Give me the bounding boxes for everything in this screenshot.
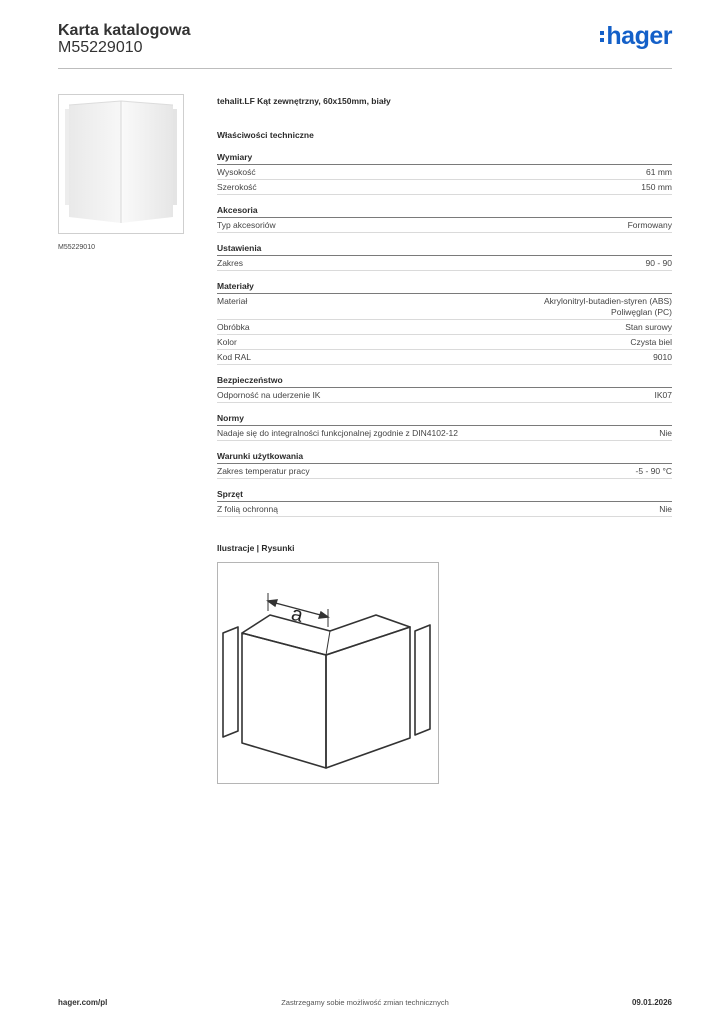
property-value bbox=[544, 296, 672, 318]
illustration-drawing bbox=[217, 562, 439, 784]
property-label: Wysokość bbox=[217, 167, 256, 177]
group-title: Akcesoria bbox=[217, 205, 672, 218]
property-label: Nadaje się do integralności funkcjonalnej zgodnie z DIN4102-12 bbox=[217, 428, 458, 438]
property-row bbox=[217, 335, 672, 350]
property-value-line: Formowany bbox=[627, 220, 672, 230]
property-row bbox=[217, 350, 672, 365]
property-group bbox=[217, 281, 672, 365]
property-value-line: Poliwęglan (PC) bbox=[611, 307, 672, 317]
property-value bbox=[646, 167, 672, 178]
group-title: Wymiary bbox=[217, 152, 672, 165]
logo-text: hager bbox=[606, 22, 672, 50]
technical-properties bbox=[217, 96, 672, 517]
product-title: tehalit.LF Kąt zewnętrzny, 60x150mm, biały bbox=[217, 96, 391, 106]
property-group bbox=[217, 489, 672, 517]
hager-logo bbox=[600, 24, 672, 49]
property-row bbox=[217, 218, 672, 233]
property-value bbox=[653, 352, 672, 363]
logo-dots-icon bbox=[600, 31, 604, 42]
property-group bbox=[217, 451, 672, 479]
property-value-line: 90 - 90 bbox=[645, 258, 672, 268]
property-value-line: Nie bbox=[659, 504, 672, 514]
property-label: Kolor bbox=[217, 337, 237, 347]
property-label: Zakres bbox=[217, 258, 243, 268]
property-label: Materiał bbox=[217, 296, 248, 306]
document-title: Karta katalogowa bbox=[58, 22, 191, 39]
property-value bbox=[659, 504, 672, 515]
property-group bbox=[217, 375, 672, 403]
properties-heading: Właściwości techniczne bbox=[217, 130, 314, 140]
property-label: Typ akcesoriów bbox=[217, 220, 276, 230]
property-value-line: -5 - 90 °C bbox=[635, 466, 672, 476]
property-row bbox=[217, 165, 672, 180]
property-label: Odporność na uderzenie IK bbox=[217, 390, 321, 400]
property-group bbox=[217, 205, 672, 233]
photo-caption: M55229010 bbox=[58, 244, 95, 251]
property-row bbox=[217, 426, 672, 441]
dimension-label: a bbox=[289, 602, 306, 627]
group-title: Ustawienia bbox=[217, 243, 672, 256]
property-row bbox=[217, 294, 672, 320]
property-row bbox=[217, 464, 672, 479]
property-groups bbox=[217, 152, 672, 517]
illustrations-heading: Ilustracje | Rysunki bbox=[217, 543, 295, 553]
property-group bbox=[217, 413, 672, 441]
property-value bbox=[636, 466, 672, 477]
property-value-line: 9010 bbox=[653, 352, 672, 362]
product-code: M55229010 bbox=[58, 39, 143, 56]
property-value bbox=[628, 220, 672, 231]
corner-piece-photo-icon bbox=[59, 95, 183, 233]
property-value bbox=[646, 258, 672, 269]
property-value bbox=[659, 428, 672, 439]
property-label: Zakres temperatur pracy bbox=[217, 466, 310, 476]
group-title: Materiały bbox=[217, 281, 672, 294]
property-value-line: Czysta biel bbox=[630, 337, 672, 347]
property-group bbox=[217, 152, 672, 195]
property-label: Kod RAL bbox=[217, 352, 252, 362]
footer-date: 09.01.2026 bbox=[631, 998, 672, 1007]
property-value bbox=[625, 322, 672, 333]
property-label: Obróbka bbox=[217, 322, 250, 332]
property-row bbox=[217, 320, 672, 335]
group-title: Normy bbox=[217, 413, 672, 426]
property-row bbox=[217, 502, 672, 517]
property-row bbox=[217, 180, 672, 195]
property-value-line: Nie bbox=[659, 428, 672, 438]
property-row bbox=[217, 256, 672, 271]
corner-line-drawing-icon bbox=[218, 563, 438, 783]
page-footer bbox=[58, 998, 672, 1010]
product-photo bbox=[58, 94, 184, 234]
footer-disclaimer: Zastrzegamy sobie możliwość zmian technicznych bbox=[281, 998, 449, 1007]
property-row bbox=[217, 388, 672, 403]
property-value-line: IK07 bbox=[654, 390, 672, 400]
property-value-line: Akrylonitryl-butadien-styren (ABS) bbox=[543, 296, 672, 306]
property-value-line: 150 mm bbox=[641, 182, 672, 192]
property-value bbox=[655, 390, 673, 401]
property-value-line: 61 mm bbox=[646, 167, 672, 177]
property-group bbox=[217, 243, 672, 271]
property-label: Z folią ochronną bbox=[217, 504, 278, 514]
property-value bbox=[630, 337, 672, 348]
group-title: Sprzęt bbox=[217, 489, 672, 502]
page-header bbox=[58, 20, 672, 68]
property-value-line: Stan surowy bbox=[625, 322, 672, 332]
group-title: Warunki użytkowania bbox=[217, 451, 672, 464]
property-value bbox=[641, 182, 672, 193]
property-label: Szerokość bbox=[217, 182, 257, 192]
group-title: Bezpieczeństwo bbox=[217, 375, 672, 388]
footer-website-link[interactable]: hager.com/pl bbox=[58, 998, 108, 1007]
header-divider bbox=[58, 68, 672, 69]
